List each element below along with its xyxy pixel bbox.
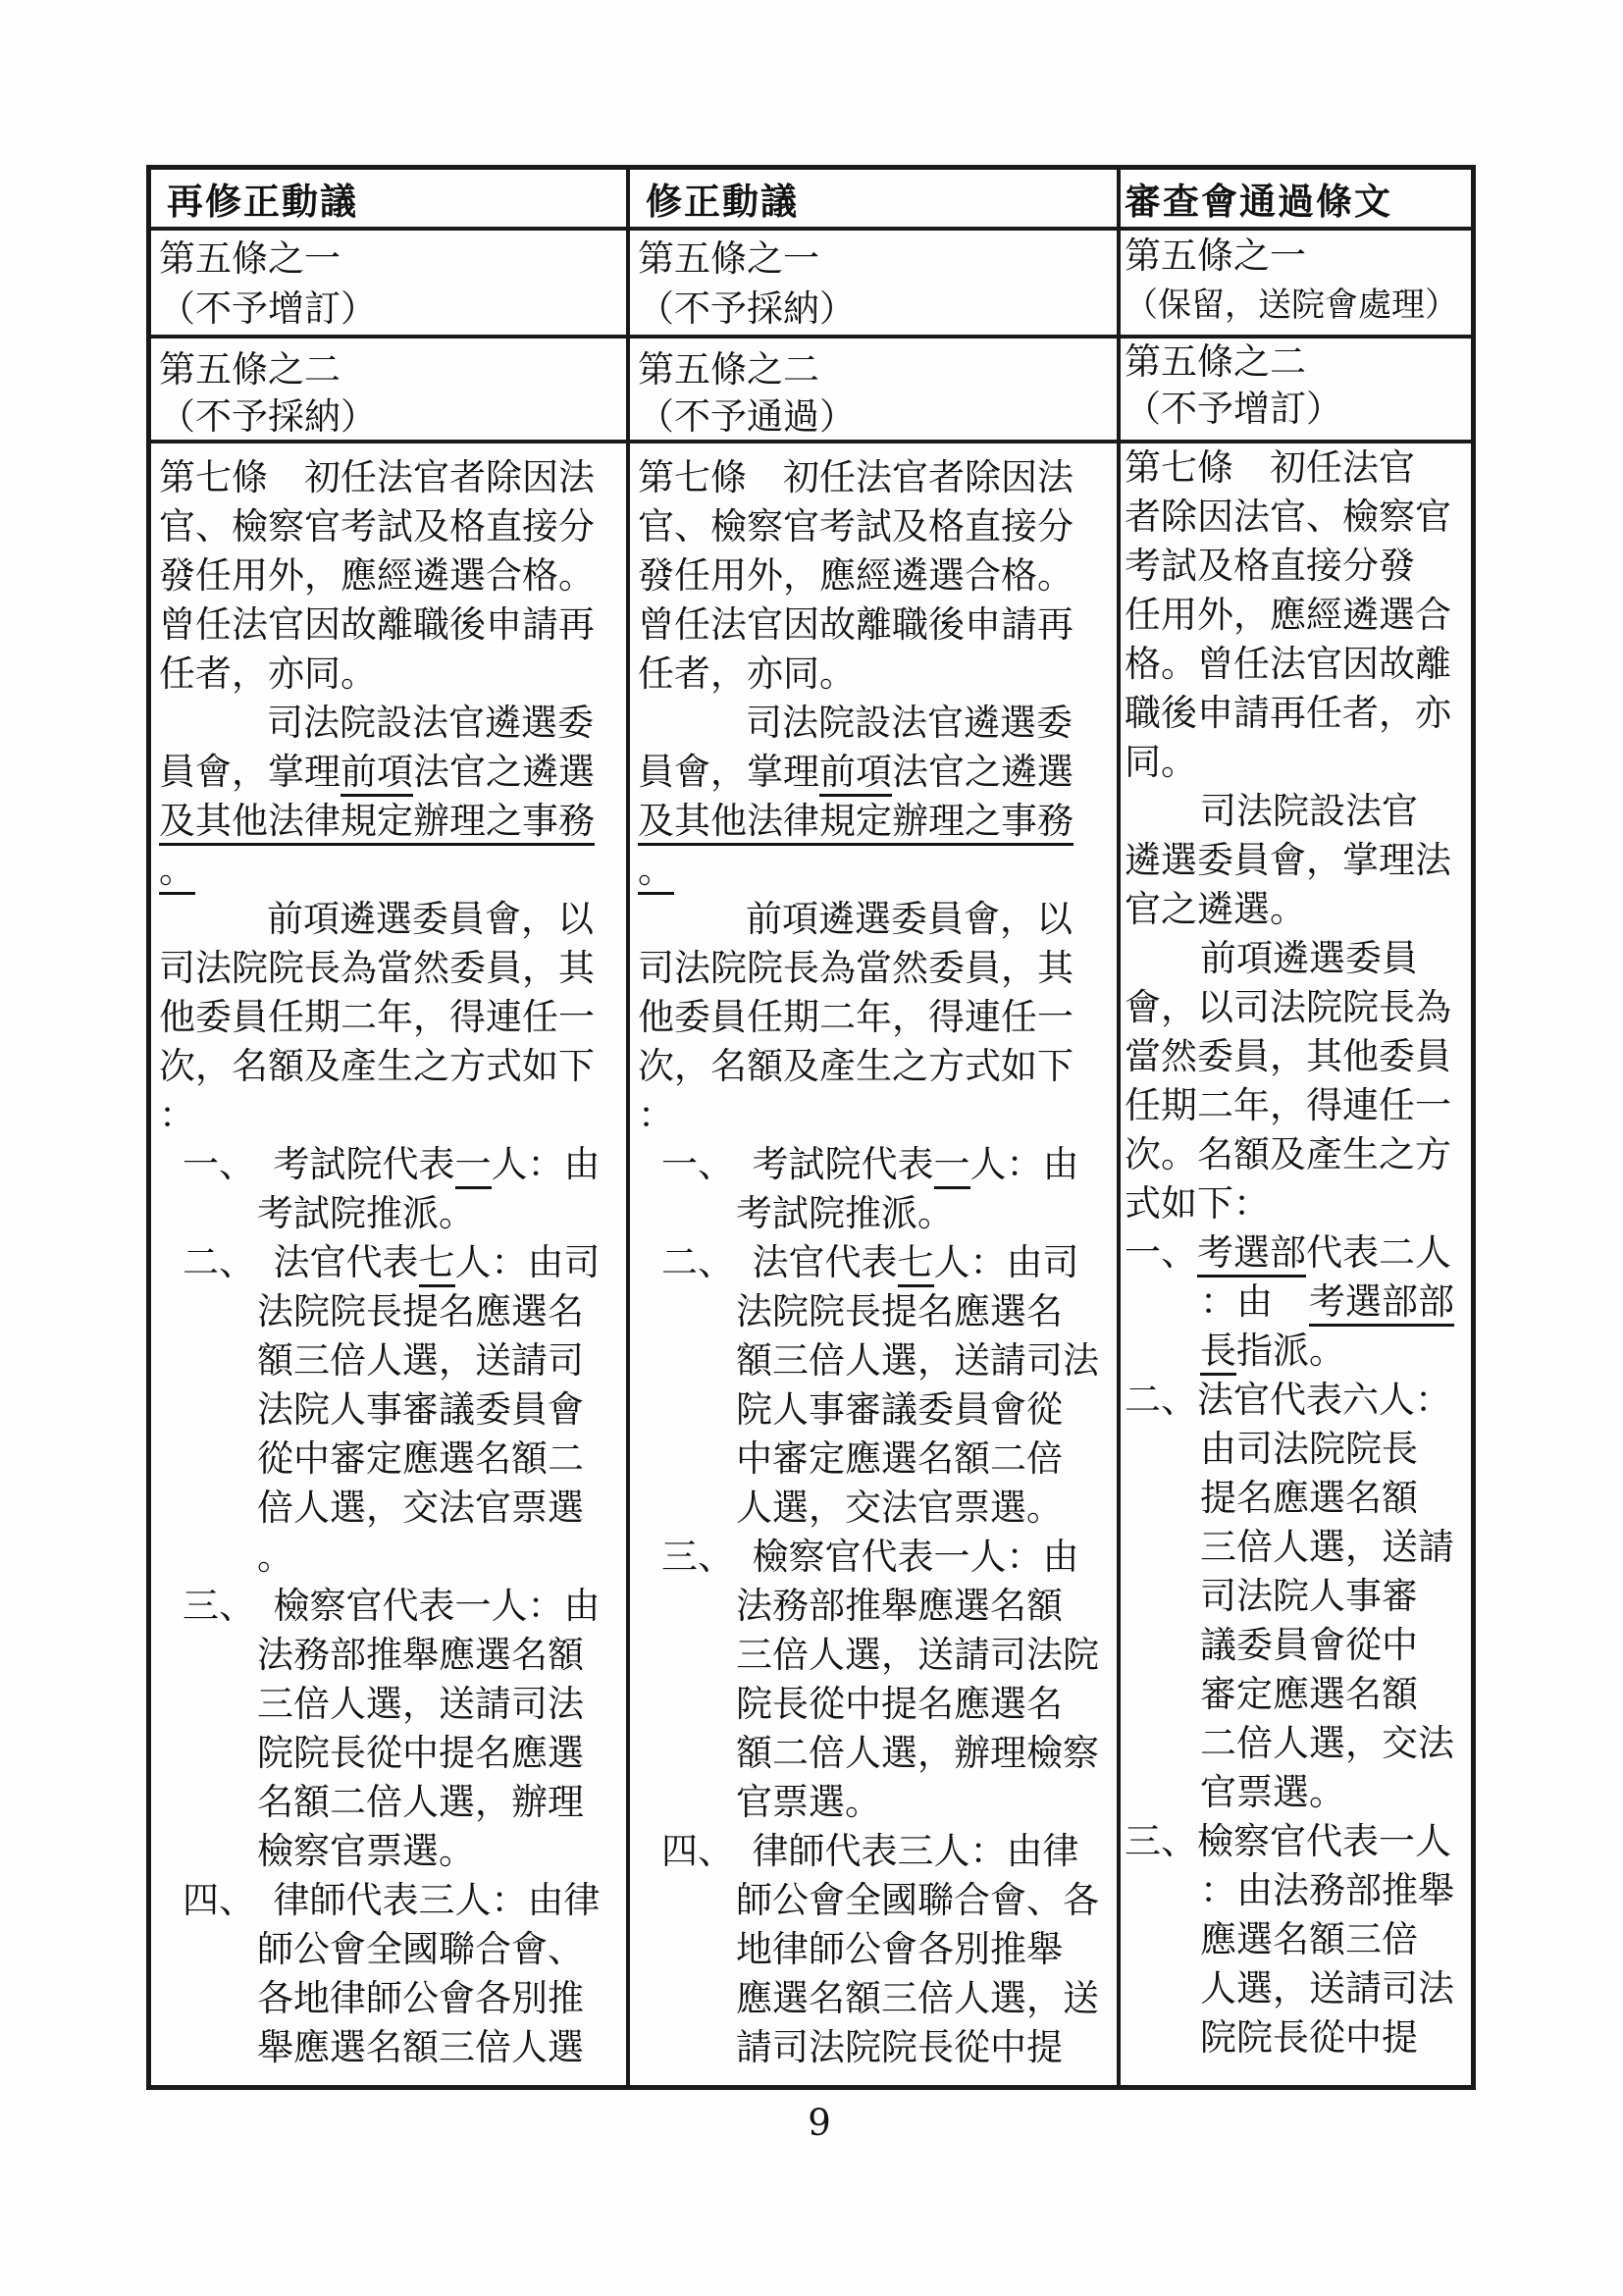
text-segment: 第七條 初任法官 — [1125, 446, 1415, 489]
underlined-text: 。 — [638, 849, 674, 895]
text-line — [638, 944, 1109, 993]
text-line — [1125, 1572, 1467, 1621]
text-line — [159, 1042, 618, 1091]
underlined-text: 及其他法律規定辦理之事務 — [638, 800, 1073, 846]
text-line — [638, 600, 1109, 650]
text-line — [638, 1091, 1109, 1140]
text-line — [159, 1435, 618, 1484]
text-line — [638, 846, 1109, 895]
text-segment: 前項遴選委員會，以 — [267, 898, 594, 940]
text-line — [638, 1336, 1109, 1385]
text-segment: 曾任法官因故離職後申請再 — [159, 603, 595, 646]
text-line — [159, 1925, 618, 1974]
text-line — [159, 1238, 618, 1287]
text-segment: 二、法官代表六人： — [1125, 1379, 1451, 1421]
text-line — [638, 284, 1109, 334]
text-line — [1125, 1228, 1467, 1278]
text-segment: 代表二人 — [1306, 1231, 1451, 1274]
page-number: 9 — [808, 2102, 831, 2144]
text-segment: 三倍人選，送請司法院 — [736, 1634, 1099, 1676]
text-segment: 第五條之一 — [638, 237, 819, 280]
text-line — [1125, 1032, 1467, 1081]
text-line — [1125, 1915, 1467, 1964]
text-line — [638, 1680, 1109, 1729]
text-line — [1125, 339, 1467, 386]
cell-article7-committee — [1121, 444, 1471, 2085]
header-re-amendment-motion — [151, 170, 630, 231]
text-line — [1125, 1081, 1467, 1130]
text-segment: 法務部推舉應選名額 — [257, 1634, 584, 1676]
text-segment: ： — [638, 1094, 674, 1136]
text-segment: 者除因法官、檢察官 — [1125, 496, 1451, 538]
text-segment: 官、檢察官考試及格直接分 — [159, 505, 595, 548]
text-segment: 中審定應選名額二倍 — [736, 1437, 1063, 1480]
text-segment: 次，名額及產生之方式如下 — [638, 1045, 1073, 1087]
text-line — [1125, 934, 1467, 983]
text-segment: 倍人選，交法官票選 — [257, 1487, 584, 1529]
text-segment: 四、 律師代表三人：由律 — [183, 1879, 601, 1921]
text-segment: 官、檢察官考試及格直接分 — [638, 505, 1073, 548]
text-segment: 人選，交法官票選。 — [736, 1487, 1063, 1529]
text-line — [159, 600, 618, 650]
text-segment: ：由 — [1200, 1280, 1309, 1323]
text-line — [1125, 983, 1467, 1032]
text-segment: 第五條之一 — [159, 237, 340, 280]
text-segment: 應選名額三倍人選，送 — [736, 1977, 1099, 2019]
text-line — [1125, 640, 1467, 689]
text-segment: 一、 考試院代表 — [661, 1143, 934, 1185]
text-segment: 會，以司法院院長為 — [1125, 986, 1451, 1028]
underlined-text: 七 — [898, 1241, 934, 1287]
text-segment: 第七條 初任法官者除因法 — [159, 456, 595, 498]
underlined-text: 考選部 — [1197, 1231, 1306, 1278]
text-line — [1125, 1474, 1467, 1523]
text-line — [638, 1876, 1109, 1925]
text-line — [159, 1091, 618, 1140]
text-segment: 第五條之二 — [1125, 340, 1306, 383]
text-segment: 前項遴選委員 — [1200, 937, 1418, 979]
text-segment: （不予採納） — [159, 395, 377, 438]
text-segment: 他委員任期二年，得連任一 — [159, 996, 595, 1038]
header-label: 修正動議 — [646, 180, 799, 223]
text-segment: 院院長從中提名應選 — [257, 1732, 584, 1774]
text-line — [638, 551, 1109, 600]
text-line — [159, 895, 618, 944]
text-line — [1125, 1327, 1467, 1376]
text-segment: 司法院人事審 — [1200, 1575, 1418, 1617]
text-segment: 四、 律師代表三人：由律 — [661, 1830, 1079, 1872]
text-line — [638, 453, 1109, 502]
text-segment: 人：由司 — [454, 1241, 601, 1283]
cell-article5-1-re-amendment — [151, 231, 630, 339]
text-segment: 三倍人選，送請 — [1200, 1526, 1454, 1568]
cell-article7-re-amendment — [151, 444, 630, 2085]
text-line — [1125, 1719, 1467, 1768]
text-segment: 官票選。 — [736, 1781, 881, 1823]
text-line — [1125, 1130, 1467, 1179]
text-segment: 考試院推派。 — [257, 1192, 475, 1234]
text-line — [1125, 1670, 1467, 1719]
text-segment: 三倍人選，送請司法 — [257, 1683, 584, 1725]
text-segment: 任期二年，得連任一 — [1125, 1084, 1451, 1126]
text-segment: （不予增訂） — [159, 287, 377, 330]
underlined-text: 考選部部 — [1309, 1280, 1454, 1327]
text-line — [638, 650, 1109, 699]
text-segment: 二倍人選，交法 — [1200, 1722, 1454, 1764]
text-line — [159, 1876, 618, 1925]
text-segment: 人：由 — [491, 1143, 601, 1185]
text-segment: 前項遴選委員會，以 — [746, 898, 1073, 940]
text-line — [638, 699, 1109, 748]
text-segment: 師公會全國聯合會、 — [257, 1928, 584, 1970]
text-segment: 司法院設法官遴選委 — [267, 702, 594, 744]
text-segment: 式如下： — [1125, 1182, 1270, 1225]
text-segment: 考試院推派。 — [736, 1192, 954, 1234]
text-line — [1125, 1866, 1467, 1915]
text-line — [638, 895, 1109, 944]
text-line — [159, 1385, 618, 1435]
text-line — [159, 1631, 618, 1680]
text-line — [1125, 2013, 1467, 2062]
text-segment: 。 — [257, 1536, 293, 1578]
text-line — [638, 1631, 1109, 1680]
text-segment: 三、 檢察官代表一人：由 — [661, 1536, 1079, 1578]
text-segment: 從中審定應選名額二 — [257, 1437, 584, 1480]
text-segment: 員會，掌理 — [159, 751, 340, 793]
header-label: 再修正動議 — [167, 180, 358, 223]
text-line — [1125, 836, 1467, 885]
text-line — [638, 346, 1109, 393]
underlined-text: 長 — [1200, 1330, 1236, 1376]
text-line — [638, 1925, 1109, 1974]
text-line — [159, 1336, 618, 1385]
text-segment: 發任用外，應經遴選合格。 — [638, 554, 1073, 597]
text-line — [1125, 738, 1467, 787]
text-line — [638, 1435, 1109, 1484]
text-line — [638, 1974, 1109, 2023]
text-line — [159, 453, 618, 502]
cell-article5-1-amendment — [630, 231, 1121, 339]
text-segment: 指派。 — [1236, 1330, 1345, 1372]
text-segment: 請司法院院長從中提 — [736, 2026, 1063, 2068]
text-segment: 三、 檢察官代表一人：由 — [183, 1585, 601, 1627]
text-segment: 官之遴選。 — [1125, 888, 1306, 930]
text-segment: 法院人事審議委員會 — [257, 1388, 584, 1431]
text-line — [638, 1729, 1109, 1778]
text-line — [638, 797, 1109, 846]
text-segment: （保留，送院會處理） — [1125, 286, 1458, 325]
header-label: 審查會通過條文 — [1125, 180, 1392, 223]
text-segment: 官票選。 — [1200, 1771, 1345, 1813]
text-segment: 司法院院長為當然委員，其 — [159, 947, 595, 989]
text-segment: 司法院設法官 — [1200, 790, 1418, 832]
text-segment: 人：由司 — [933, 1241, 1079, 1283]
text-segment: （不予增訂） — [1125, 388, 1342, 430]
text-line — [1125, 231, 1467, 281]
text-line — [1125, 1179, 1467, 1228]
underlined-text: 。 — [159, 849, 195, 895]
underlined-text: 及其他法律規定辦理之事務 — [159, 800, 595, 846]
text-segment: 法院院長提名應選名 — [736, 1290, 1063, 1332]
text-line — [638, 393, 1109, 441]
cell-article5-2-amendment — [630, 339, 1121, 444]
cell-article5-2-re-amendment — [151, 339, 630, 444]
text-segment: 第五條之二 — [159, 348, 340, 391]
text-line — [638, 234, 1109, 284]
text-segment: 職後申請再任者，亦 — [1125, 692, 1451, 734]
text-line — [1125, 444, 1467, 493]
text-line — [1125, 1523, 1467, 1572]
text-line — [159, 1484, 618, 1533]
text-line — [638, 1287, 1109, 1336]
text-line — [1125, 493, 1467, 542]
text-segment: 曾任法官因故離職後申請再 — [638, 603, 1073, 646]
text-line — [638, 1042, 1109, 1091]
text-line — [1125, 1817, 1467, 1866]
text-line — [1125, 1768, 1467, 1817]
text-segment: 司法院設法官遴選委 — [746, 702, 1073, 744]
text-segment: 法官之遴選 — [413, 751, 595, 793]
text-line — [638, 2023, 1109, 2072]
header-committee-passed-text — [1121, 170, 1471, 231]
text-segment: 人：由 — [969, 1143, 1079, 1185]
text-segment: 法務部推舉應選名額 — [736, 1585, 1063, 1627]
text-segment: 額三倍人選，送請司 — [257, 1339, 584, 1382]
text-segment: 二、 法官代表 — [183, 1241, 419, 1283]
text-line — [159, 993, 618, 1042]
text-segment: 考試及格直接分發 — [1125, 545, 1415, 587]
text-segment: ：由法務部推舉 — [1200, 1869, 1454, 1911]
text-segment: 遴選委員會，掌理法 — [1125, 839, 1451, 881]
text-line — [159, 1680, 618, 1729]
text-segment: 議委員會從中 — [1200, 1624, 1418, 1666]
text-line — [159, 346, 618, 393]
text-segment: 額二倍人選，辦理檢察 — [736, 1732, 1099, 1774]
text-segment: 法院院長提名應選名 — [257, 1290, 584, 1332]
text-line — [159, 1582, 618, 1631]
text-segment: （不予採納） — [638, 287, 856, 330]
text-line — [1125, 885, 1467, 934]
text-line — [159, 1140, 618, 1189]
text-line — [159, 234, 618, 284]
text-segment: 人選，送請司法 — [1200, 1967, 1454, 2009]
text-line — [159, 699, 618, 748]
text-segment: 由司法院院長 — [1200, 1428, 1418, 1470]
text-segment: 法官之遴選 — [892, 751, 1073, 793]
text-segment: 提名應選名額 — [1200, 1477, 1418, 1519]
text-line — [1125, 542, 1467, 591]
text-line — [638, 1582, 1109, 1631]
text-line — [159, 748, 618, 797]
text-line — [159, 846, 618, 895]
text-line — [159, 1287, 618, 1336]
text-line — [159, 393, 618, 441]
text-segment: 三、檢察官代表一人 — [1125, 1820, 1451, 1862]
text-segment: 一、 — [1125, 1231, 1197, 1274]
text-segment: 員會，掌理 — [638, 751, 819, 793]
text-segment: 第五條之一 — [1125, 235, 1306, 277]
text-segment: 第七條 初任法官者除因法 — [638, 456, 1073, 498]
text-line — [159, 551, 618, 600]
text-line — [638, 993, 1109, 1042]
text-line — [638, 1238, 1109, 1287]
text-line — [1125, 787, 1467, 836]
underlined-text: 七 — [419, 1241, 455, 1287]
underlined-text: 一 — [934, 1143, 970, 1189]
text-line — [159, 284, 618, 334]
text-line — [159, 1974, 618, 2023]
text-line — [159, 502, 618, 551]
text-line — [638, 1778, 1109, 1827]
underlined-text: 一 — [455, 1143, 492, 1189]
text-line — [1125, 1278, 1467, 1327]
text-line — [159, 2023, 618, 2072]
header-amendment-motion — [630, 170, 1121, 231]
text-segment: 應選名額三倍 — [1200, 1918, 1418, 1960]
text-line — [159, 1729, 618, 1778]
text-line — [1125, 591, 1467, 640]
amendment-comparison-table — [146, 165, 1476, 2090]
text-line — [1125, 386, 1467, 433]
text-segment: 次。名額及產生之方 — [1125, 1133, 1451, 1175]
text-line — [159, 944, 618, 993]
text-line — [1125, 1964, 1467, 2013]
text-segment: 司法院院長為當然委員，其 — [638, 947, 1073, 989]
text-segment: 二、 法官代表 — [661, 1241, 898, 1283]
text-line — [159, 1778, 618, 1827]
cell-article5-2-committee — [1121, 339, 1471, 444]
cell-article7-amendment — [630, 444, 1121, 2085]
text-line — [159, 1533, 618, 1582]
text-line — [1125, 281, 1467, 331]
text-segment: 審定應選名額 — [1200, 1673, 1418, 1715]
underlined-text: 前項 — [340, 751, 413, 797]
text-segment: 院人事審議委員會從 — [736, 1388, 1063, 1431]
text-segment: 他委員任期二年，得連任一 — [638, 996, 1073, 1038]
text-line — [1125, 1425, 1467, 1474]
text-line — [159, 1189, 618, 1238]
text-segment: 地律師公會各別推舉 — [736, 1928, 1063, 1970]
text-segment: 任用外，應經遴選合 — [1125, 594, 1451, 636]
text-segment: （不予通過） — [638, 395, 856, 438]
text-segment: 額三倍人選，送請司法 — [736, 1339, 1099, 1382]
text-segment: ： — [159, 1094, 195, 1136]
text-segment: 格。曾任法官因故離 — [1125, 643, 1451, 685]
text-line — [638, 502, 1109, 551]
text-segment: 檢察官票選。 — [257, 1830, 475, 1872]
text-segment: 師公會全國聯合會、各 — [736, 1879, 1099, 1921]
text-segment: 院院長從中提 — [1200, 2016, 1418, 2059]
text-segment: 任者，亦同。 — [638, 652, 856, 695]
text-line — [159, 797, 618, 846]
text-segment: 第五條之二 — [638, 348, 819, 391]
text-segment: 院長從中提名應選名 — [736, 1683, 1063, 1725]
text-segment: 任者，亦同。 — [159, 652, 377, 695]
text-segment: 次，名額及產生之方式如下 — [159, 1045, 595, 1087]
text-segment: 發任用外，應經遴選合格。 — [159, 554, 595, 597]
text-segment: 當然委員，其他委員 — [1125, 1035, 1451, 1077]
text-line — [1125, 689, 1467, 738]
text-line — [1125, 1376, 1467, 1425]
text-segment: 名額二倍人選，辦理 — [257, 1781, 584, 1823]
text-line — [1125, 1621, 1467, 1670]
cell-article5-1-committee — [1121, 231, 1471, 339]
text-line — [638, 1533, 1109, 1582]
text-line — [638, 748, 1109, 797]
text-segment: 舉應選名額三倍人選 — [257, 2026, 584, 2068]
text-line — [638, 1484, 1109, 1533]
text-segment: 一、 考試院代表 — [183, 1143, 455, 1185]
text-segment: 同。 — [1125, 741, 1197, 783]
text-line — [638, 1385, 1109, 1435]
text-line — [159, 650, 618, 699]
text-line — [159, 1827, 618, 1876]
text-line — [638, 1189, 1109, 1238]
underlined-text: 前項 — [819, 751, 892, 797]
text-line — [638, 1827, 1109, 1876]
text-segment: 各地律師公會各別推 — [257, 1977, 584, 2019]
text-line — [638, 1140, 1109, 1189]
